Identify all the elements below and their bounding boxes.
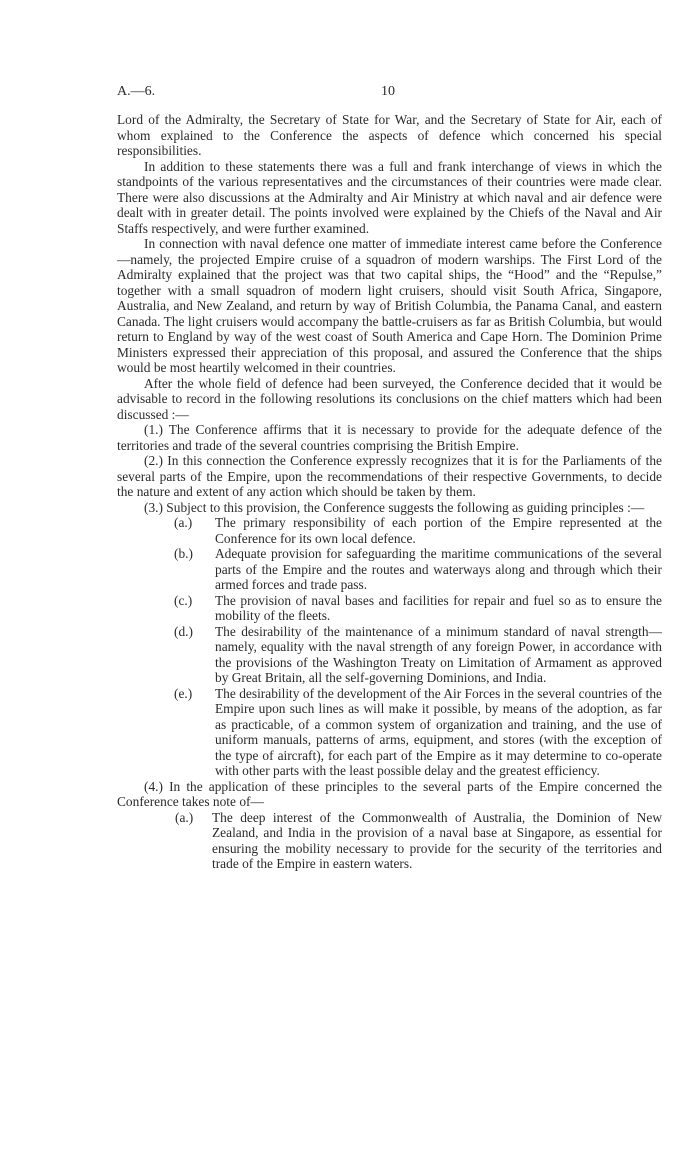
note-item-a bbox=[117, 810, 662, 872]
principle-text: Adequate provision for safeguarding the maritime communications of the several parts of the Empire and the routes and waterways along and through which their armed forces and trade pass. bbox=[215, 546, 662, 592]
principle-e bbox=[117, 686, 662, 779]
principle-label: (c.) bbox=[174, 592, 193, 608]
resolution-3: (3.) Subject to this provision, the Conference suggests the following as guiding principles :— bbox=[144, 499, 645, 515]
principle-a bbox=[117, 515, 662, 546]
resolution-4: (4.) In the application of these principles to the several parts of the Empire concerned the Conference takes note of— bbox=[117, 778, 662, 809]
principle-d bbox=[117, 624, 662, 686]
page-number: 10 bbox=[381, 84, 395, 99]
principle-text: The primary responsibility of each portion of the Empire represented at the Conference for its own local defence. bbox=[215, 515, 662, 546]
principle-label: (e.) bbox=[174, 685, 193, 701]
principle-text: The desirability of the development of the Air Forces in the several countries of the Empire upon such lines as will make it possible, by means of the adoption, as far as practicable, of a common system of organization and training, and the use of uniform manuals, patterns of arms, equipment, and stores (with the exception of the type of aircraft), for each part of the Empire as it may determine to co-operate with other parts with the least possible delay and the greatest efficiency. bbox=[215, 685, 662, 778]
principle-label: (b.) bbox=[174, 546, 193, 561]
paragraph-continuation: Lord of the Admiralty, the Secretary of State for War, and the Secretary of State for Air, each of whom explained to the Conference the aspects of defence which concerned his special responsibilities. bbox=[117, 112, 662, 158]
principle-label: (d.) bbox=[174, 623, 193, 639]
note-label: (a.) bbox=[175, 809, 194, 825]
principle-text: The provision of naval bases and facilities for repair and fuel so as to ensure the mobility of the fleets. bbox=[215, 592, 662, 623]
paragraph-resolutions-intro: After the whole field of defence had been surveyed, the Conference decided that it would be advisable to record in the following resolutions its conclusions on the chief matters which had been discussed :— bbox=[117, 375, 662, 422]
principle-b bbox=[117, 546, 662, 593]
paragraph-interchange: In addition to these statements there was a full and frank interchange of views in which the standpoints of the various representatives and the circumstances of their countries were made clear. There were also discussions at the Admiralty and Air Ministry at which naval and air defence were dealt with in greater detail. The points involved were explained by the Chiefs of the Naval and Air Staffs respectively, and were further examined. bbox=[117, 158, 662, 236]
document-body bbox=[117, 112, 662, 872]
resolution-1: (1.) The Conference affirms that it is necessary to provide for the adequate defence of the territories and trade of the several countries comprising the British Empire. bbox=[117, 422, 662, 453]
paragraph-empire-cruise: In connection with naval defence one matter of immediate interest came before the Conference—namely, the projected Empire cruise of a squadron of modern warships. The First Lord of the Admiralty explained that the project was that two capital ships, the “Hood” and the “Repulse,” together with a small squadron of modern light cruisers, should visit South Africa, Singapore, Australia, and New Zealand, and return by way of British Columbia, the Panama Canal, and eastern Canada. The light cruisers would accompany the battle-cruisers as far as British Columbia, but would return to England by way of the west coast of South America and Cape Horn. The Dominion Prime Ministers expressed their appreciation of this proposal, and assured the Conference that the ships would be most heartily welcomed in their countries. bbox=[117, 236, 662, 375]
resolution-2: (2.) In this connection the Conference expressly recognizes that it is for the Parliaments of the several parts of the Empire, upon the recommendations of their respective Governments, to decide the nature and extent of any action which should be taken by them. bbox=[117, 453, 662, 499]
note-text: The deep interest of the Commonwealth of Australia, the Dominion of New Zealand, and India in the provision of a naval base at Singapore, as essential for ensuring the mobility necessary to provide for the security of the territories and trade of the Empire in eastern waters. bbox=[212, 809, 662, 871]
document-reference: A.—6. bbox=[117, 84, 156, 99]
principle-text: The desirability of the maintenance of a minimum standard of naval strength—namely, equality with the naval strength of any foreign Power, in accordance with the provisions of the Washington Treaty on Limitation of Armament as approved by Great Britain, all the self-governing Dominions, and India. bbox=[215, 623, 662, 685]
principle-label: (a.) bbox=[174, 515, 193, 530]
principle-c bbox=[117, 593, 662, 624]
